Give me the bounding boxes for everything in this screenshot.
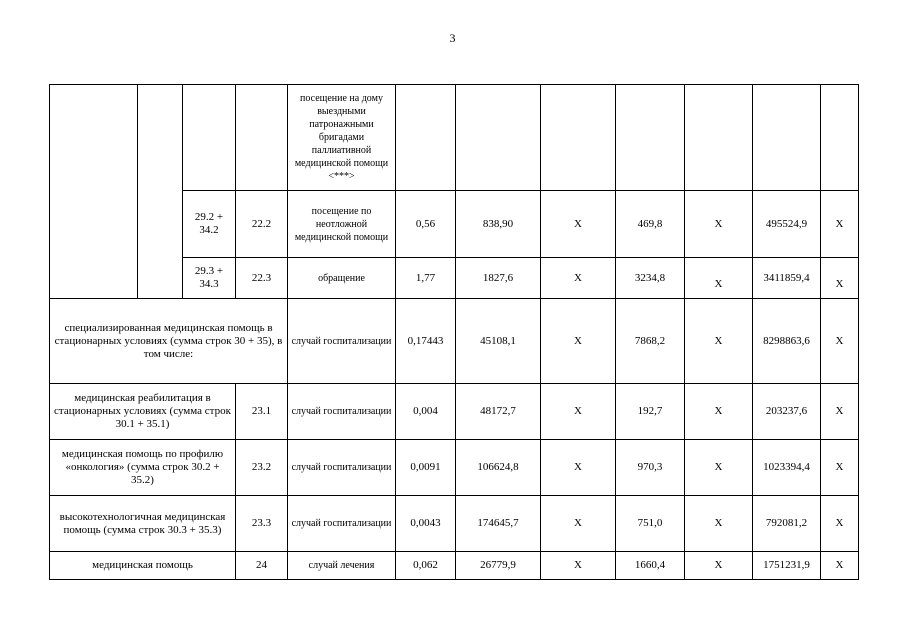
value-cell: X (685, 496, 753, 552)
empty-cell (236, 85, 288, 191)
value-cell: 1751231,9 (753, 552, 821, 580)
unit-cell: случай госпитализации (288, 384, 396, 440)
table-row (50, 85, 859, 191)
value-cell: X (821, 258, 859, 299)
value-cell: 174645,7 (456, 496, 541, 552)
line-number-cell: 23.3 (236, 496, 288, 552)
value-cell: X (685, 440, 753, 496)
value-cell: 469,8 (616, 191, 685, 258)
value-cell: 0,17443 (396, 299, 456, 384)
value-cell: X (821, 299, 859, 384)
value-cell: X (821, 384, 859, 440)
row-name-cell: высокотехнологичная медицинская помощь (сумма строк 30.3 + 35.3) (50, 496, 236, 552)
table-row (50, 440, 859, 496)
value-cell: X (541, 440, 616, 496)
line-number-cell: 23.2 (236, 440, 288, 496)
value-cell: 495524,9 (753, 191, 821, 258)
empty-cell (396, 85, 456, 191)
value-cell: X (821, 191, 859, 258)
value-cell: 0,062 (396, 552, 456, 580)
value-cell: 3234,8 (616, 258, 685, 299)
empty-cell (685, 85, 753, 191)
unit-cell: случай госпитализации (288, 299, 396, 384)
value-cell: 45108,1 (456, 299, 541, 384)
value-cell: X (685, 552, 753, 580)
value-cell: 48172,7 (456, 384, 541, 440)
unit-cell: случай госпитализации (288, 496, 396, 552)
value-cell: 1827,6 (456, 258, 541, 299)
value-cell: 203237,6 (753, 384, 821, 440)
empty-cell (753, 85, 821, 191)
page-number: 3 (449, 31, 456, 45)
row-name-cell: медицинская помощь по профилю «онкология» (сумма строк 30.2 + 35.2) (50, 440, 236, 496)
unit-cell: случай лечения (288, 552, 396, 580)
empty-cell (456, 85, 541, 191)
value-cell: 0,56 (396, 191, 456, 258)
value-cell: 0,004 (396, 384, 456, 440)
value-cell: 192,7 (616, 384, 685, 440)
value-cell: X (541, 384, 616, 440)
value-cell: 838,90 (456, 191, 541, 258)
value-cell: 0,0043 (396, 496, 456, 552)
value-cell: X (685, 258, 753, 299)
empty-cell (50, 85, 138, 299)
unit-cell: посещение на дому выездными патронажными бригадами паллиативной медицинской помощи <***> (288, 85, 396, 191)
table-row (50, 552, 859, 580)
value-cell: 26779,9 (456, 552, 541, 580)
value-cell: 3411859,4 (753, 258, 821, 299)
value-cell: X (685, 299, 753, 384)
empty-cell (138, 85, 183, 299)
value-cell: X (821, 440, 859, 496)
value-cell: X (541, 552, 616, 580)
table-row (50, 299, 859, 384)
value-cell: 970,3 (616, 440, 685, 496)
code-cell: 29.3 + 34.3 (183, 258, 236, 299)
value-cell: X (685, 384, 753, 440)
empty-cell (616, 85, 685, 191)
value-cell: 0,0091 (396, 440, 456, 496)
value-cell: 8298863,6 (753, 299, 821, 384)
line-number-cell: 22.2 (236, 191, 288, 258)
row-name-cell: медицинская помощь (50, 552, 236, 580)
value-cell: X (541, 258, 616, 299)
value-cell: X (541, 299, 616, 384)
line-number-cell: 23.1 (236, 384, 288, 440)
row-name-cell: специализированная медицинская помощь в стационарных условиях (сумма строк 30 + 35), в том числе: (50, 299, 288, 384)
value-cell: X (821, 496, 859, 552)
line-number-cell: 24 (236, 552, 288, 580)
value-cell: X (685, 191, 753, 258)
line-number-cell: 22.3 (236, 258, 288, 299)
value-cell: 751,0 (616, 496, 685, 552)
row-name-cell: медицинская реабилитация в стационарных условиях (сумма строк 30.1 + 35.1) (50, 384, 236, 440)
empty-cell (541, 85, 616, 191)
value-cell: 1,77 (396, 258, 456, 299)
value-cell: X (541, 496, 616, 552)
table-row (50, 496, 859, 552)
value-cell: 106624,8 (456, 440, 541, 496)
empty-cell (183, 85, 236, 191)
value-cell: 1023394,4 (753, 440, 821, 496)
unit-cell: обращение (288, 258, 396, 299)
value-cell: 7868,2 (616, 299, 685, 384)
table-row (50, 384, 859, 440)
unit-cell: посещение по неотложной медицинской помощи (288, 191, 396, 258)
value-cell: X (821, 552, 859, 580)
data-table (49, 84, 859, 580)
empty-cell (821, 85, 859, 191)
code-cell: 29.2 + 34.2 (183, 191, 236, 258)
value-cell: 1660,4 (616, 552, 685, 580)
unit-cell: случай госпитализации (288, 440, 396, 496)
value-cell: 792081,2 (753, 496, 821, 552)
value-cell: X (541, 191, 616, 258)
